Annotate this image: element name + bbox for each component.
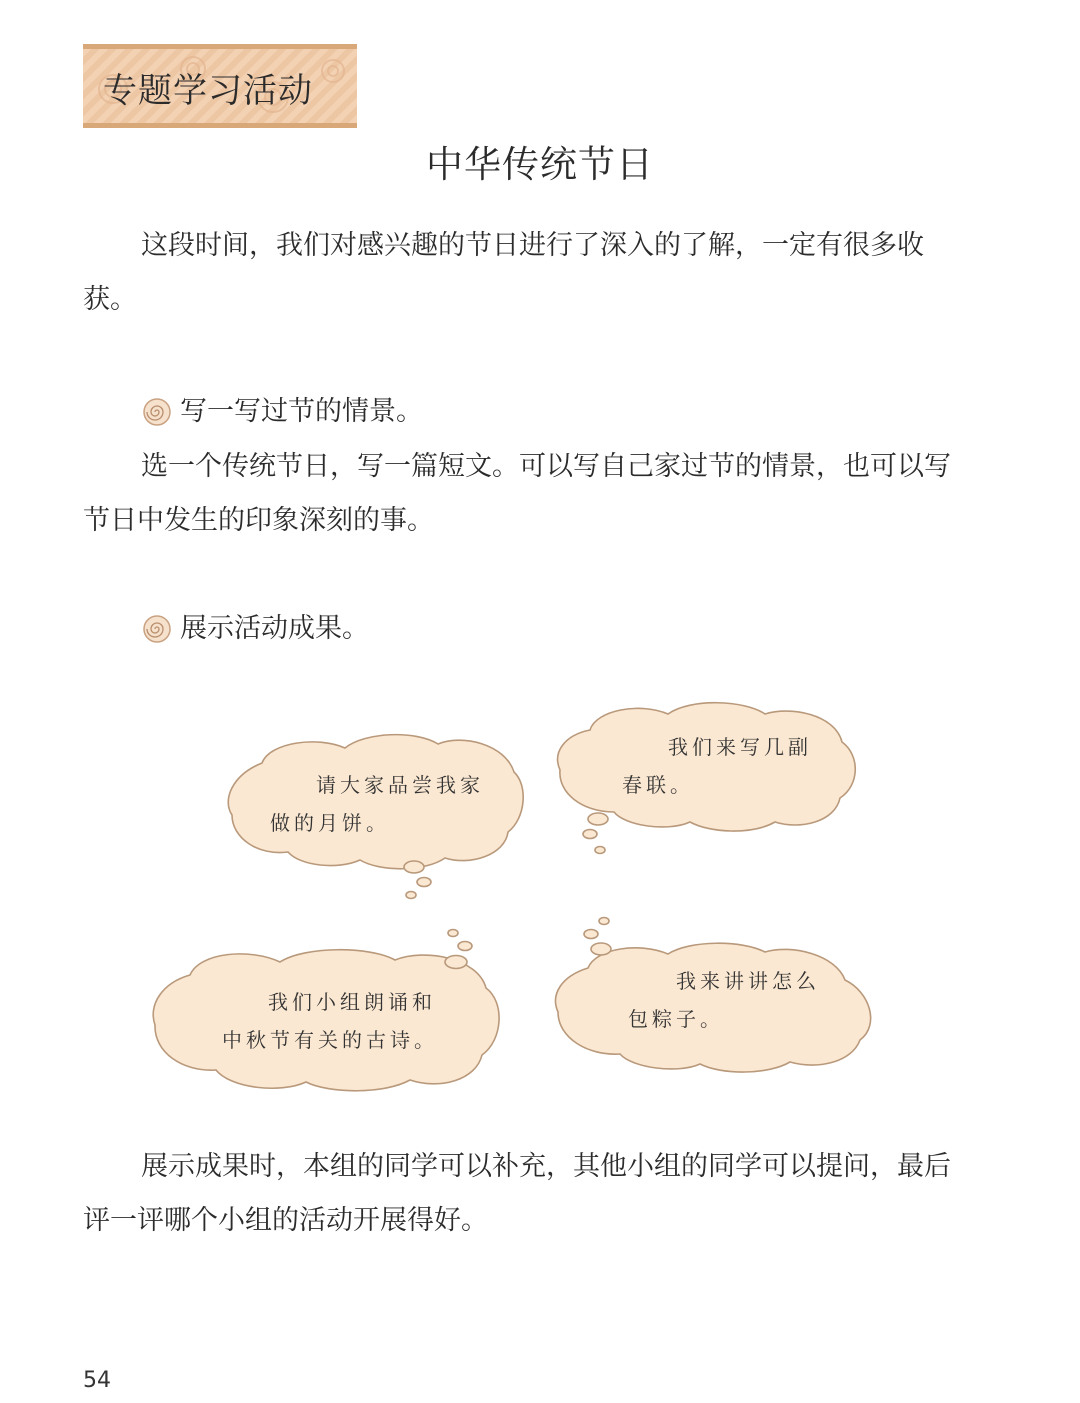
- thought-dot: [458, 942, 472, 951]
- thought-dot: [591, 943, 611, 955]
- section-heading-label: 写一写过节的情景。: [180, 396, 423, 427]
- bubble-text-zongzi-line1: 我来讲讲怎么: [676, 969, 820, 993]
- thought-dot: [406, 892, 416, 899]
- bubble-text-mooncake-line2: 做的月饼。: [270, 811, 390, 835]
- page-number: 54: [83, 1368, 111, 1393]
- thought-dot: [417, 878, 431, 887]
- thought-dot: [599, 918, 609, 925]
- thought-dot: [404, 861, 424, 873]
- thought-bubble-couplets: [558, 703, 856, 831]
- bubble-text-couplets-line1: 我们来写几副: [668, 735, 812, 759]
- bubble-text-couplets-line2: 春联。: [622, 773, 694, 797]
- thought-dot: [583, 830, 597, 839]
- closing-paragraph: 展示成果时，本组的同学可以补充，其他小组的同学可以提问，最后评一评哪个小组的活动开展得好。: [83, 1151, 951, 1236]
- bubble-text-zongzi-line2: 包粽子。: [628, 1007, 724, 1031]
- thought-dot: [445, 956, 467, 969]
- thought-dot: [595, 847, 605, 854]
- thought-dot: [448, 930, 458, 937]
- thought-dot: [584, 930, 598, 939]
- section-body-paragraph: 选一个传统节日，写一篇短文。可以写自己家过节的情景，也可以写节日中发生的印象深刻的事。: [83, 451, 951, 536]
- section-heading-label: 展示活动成果。: [180, 613, 369, 644]
- page-title: 中华传统节日: [426, 143, 654, 186]
- banner-label: 专题学习活动: [103, 71, 313, 111]
- bubble-text-poems-line1: 我们小组朗诵和: [268, 990, 436, 1014]
- bubble-text-mooncake-line1: 请大家品尝我家: [316, 773, 484, 797]
- thought-dot: [588, 813, 608, 825]
- bubble-text-poems-line2: 中秋节有关的古诗。: [222, 1028, 438, 1052]
- intro-paragraph: 这段时间，我们对感兴趣的节日进行了深入的了解，一定有很多收获。: [83, 230, 924, 315]
